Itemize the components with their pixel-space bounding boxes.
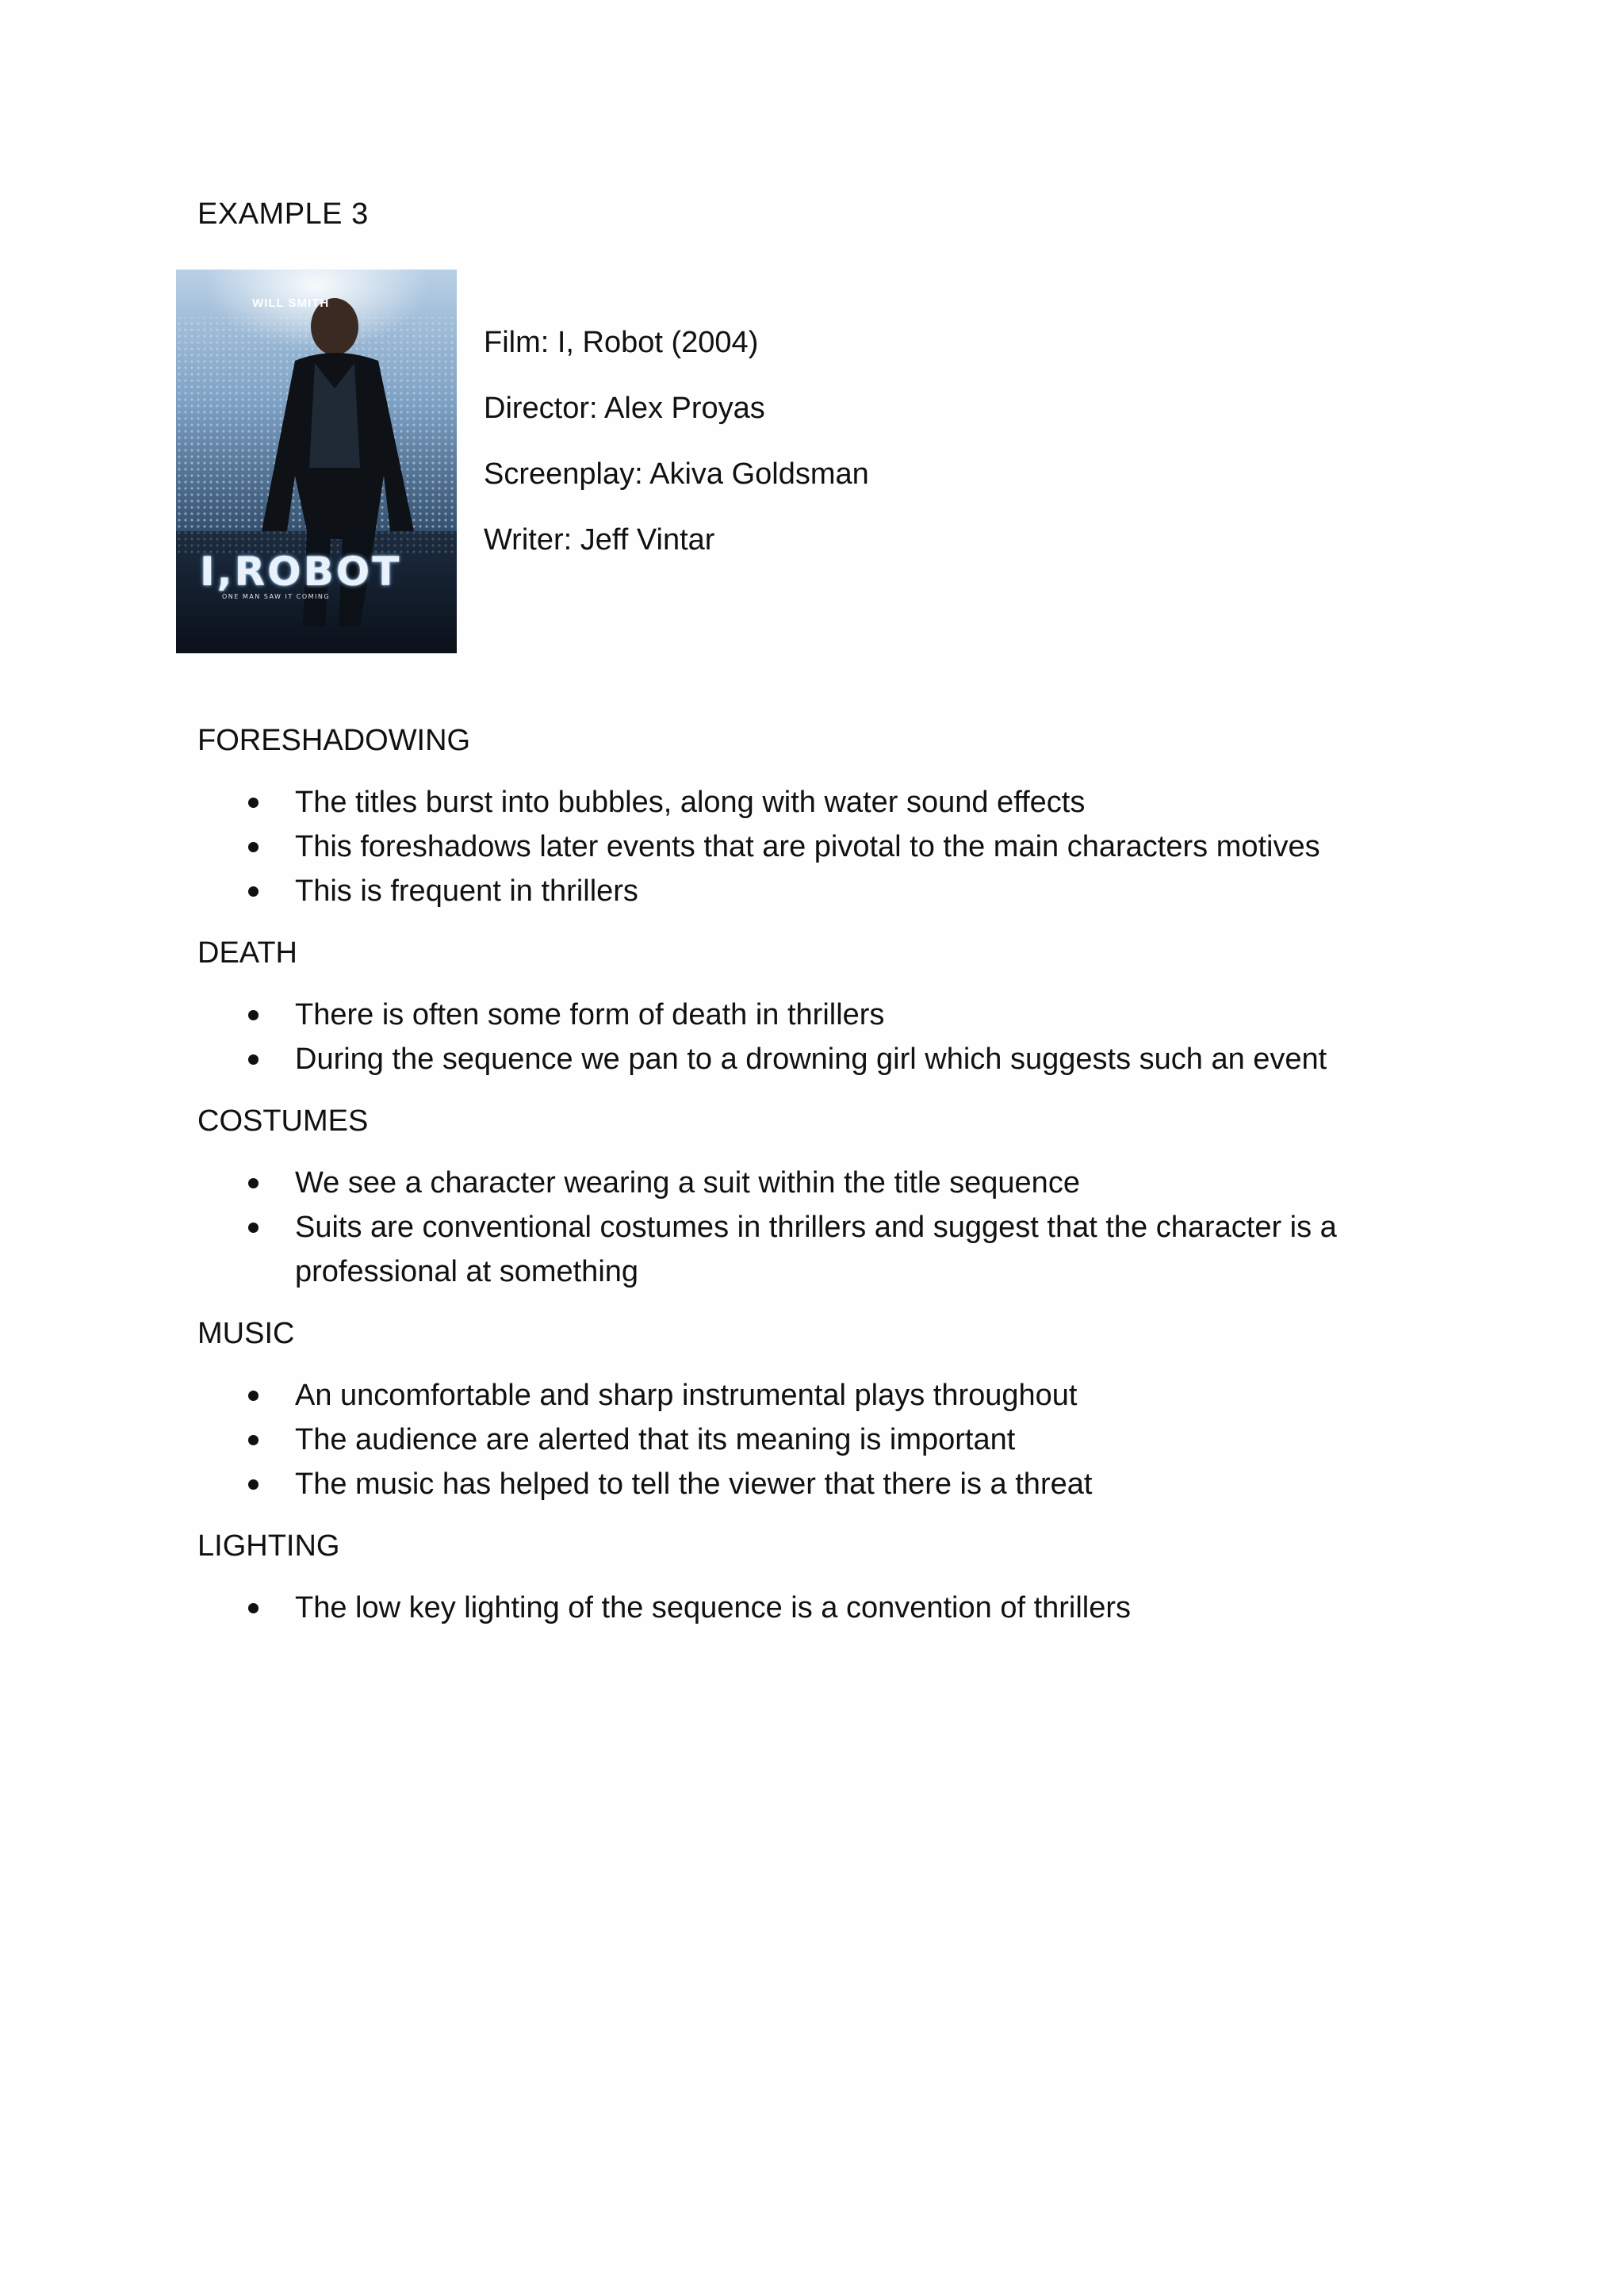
writer-line: Writer: Jeff Vintar <box>484 523 715 557</box>
bullet-list <box>197 993 1466 1081</box>
bullet-list <box>197 1586 1466 1630</box>
bullet-item <box>197 780 1466 825</box>
bullet-icon <box>248 1010 259 1020</box>
bullet-text: An uncomfortable and sharp instrumental plays throughout <box>295 1379 1078 1412</box>
bullet-text: There is often some form of death in thrillers <box>295 998 885 1031</box>
screenplay-line: Screenplay: Akiva Goldsman <box>484 457 869 491</box>
bullet-icon <box>248 842 259 852</box>
poster-actor-name: WILL SMITH <box>252 297 330 310</box>
bullet-item <box>197 1037 1466 1081</box>
bullet-icon <box>248 798 259 808</box>
bullet-item <box>197 1586 1466 1630</box>
bullet-text: We see a character wearing a suit within the title sequence <box>295 1166 1080 1200</box>
bullet-text: The titles burst into bubbles, along with water sound effects <box>295 786 1086 819</box>
bullet-icon <box>248 1479 259 1490</box>
section-title: COSTUMES <box>197 1104 369 1138</box>
bullet-item <box>197 1418 1466 1462</box>
bullet-text: The low key lighting of the sequence is a convention of thrillers <box>295 1591 1132 1624</box>
bullet-icon <box>248 1391 259 1401</box>
bullet-item <box>197 1462 1466 1506</box>
bullet-item <box>197 1205 1466 1294</box>
bullet-item <box>197 869 1466 913</box>
bullet-icon <box>248 1054 259 1065</box>
bullet-item <box>197 993 1466 1037</box>
bullet-icon <box>248 1223 259 1233</box>
bullet-item <box>197 825 1466 869</box>
section-title: FORESHADOWING <box>197 724 471 757</box>
bullet-item <box>197 1373 1466 1418</box>
section-title: LIGHTING <box>197 1529 340 1563</box>
film-title-line: Film: I, Robot (2004) <box>484 326 759 359</box>
section-title: DEATH <box>197 936 297 970</box>
analysis-sections <box>197 718 1466 1647</box>
poster-tagline: ONE MAN SAW IT COMING <box>222 593 331 600</box>
bullet-text: This is frequent in thrillers <box>295 874 638 908</box>
bullet-icon <box>248 1435 259 1445</box>
movie-poster <box>176 270 457 653</box>
bullet-text: During the sequence we pan to a drowning girl which suggests such an event <box>295 1043 1327 1076</box>
section-death <box>197 931 1466 1081</box>
section-foreshadowing <box>197 718 1466 913</box>
section-lighting <box>197 1524 1466 1630</box>
section-music <box>197 1311 1466 1506</box>
document-heading: EXAMPLE 3 <box>197 197 369 231</box>
director-line: Director: Alex Proyas <box>484 392 765 425</box>
bullet-item <box>197 1161 1466 1205</box>
bullet-list <box>197 1161 1466 1294</box>
bullet-text: The music has helped to tell the viewer that there is a threat <box>295 1468 1093 1501</box>
film-info <box>484 322 869 585</box>
bullet-text: This foreshadows later events that are pivotal to the main characters motives <box>295 830 1320 863</box>
bullet-list <box>197 780 1466 913</box>
bullet-list <box>197 1373 1466 1506</box>
bullet-text: Suits are conventional costumes in thrillers and suggest that the character is a professional at something <box>295 1211 1337 1288</box>
section-costumes <box>197 1099 1466 1294</box>
poster-title: I,ROBOT <box>200 549 402 595</box>
bullet-icon <box>248 886 259 897</box>
section-title: MUSIC <box>197 1317 295 1350</box>
bullet-text: The audience are alerted that its meaning is important <box>295 1423 1016 1456</box>
bullet-icon <box>248 1178 259 1188</box>
bullet-icon <box>248 1603 259 1613</box>
